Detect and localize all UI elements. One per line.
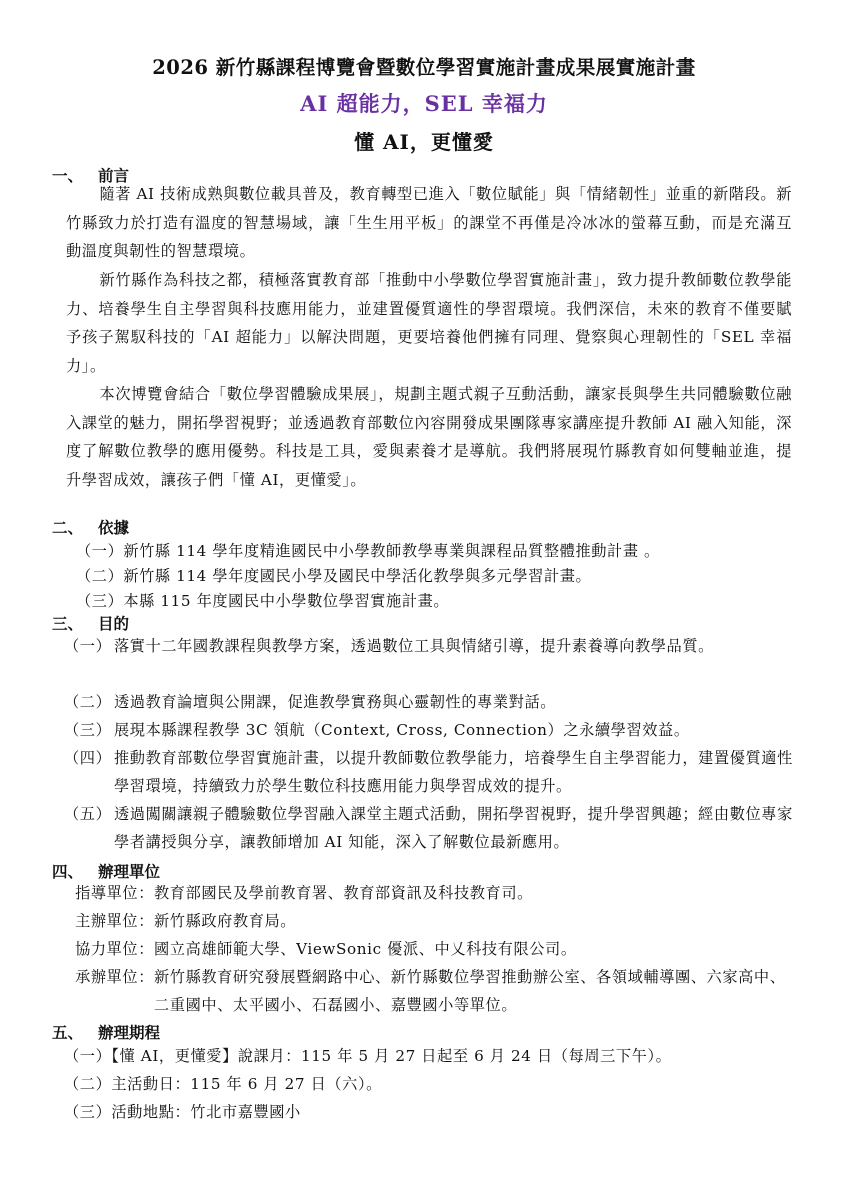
goal-item-label: （五） bbox=[64, 805, 112, 823]
unit-item-label: 主辦單位： bbox=[75, 912, 154, 930]
section-title: 辦理期程 bbox=[98, 1023, 161, 1042]
document-subtitle: AI 超能力，SEL 幸福力 bbox=[300, 91, 548, 116]
preface-paragraph-3: 本次博覽會結合「數位學習體驗成果展」，規劃主題式親子互動活動，讓家長與學生共同體驗數位融入課堂的魅力，開拓學習視野；並透過教育部數位內容開發成果團隊專家講座提升教師 AI 融入知能，深度了解數位教學的應用優勢。科技是工具，愛與素養才是導航。我們將展現竹縣教育如何雙軸並進，提升學習成效，讓孩子們「懂 AI，更懂愛」。 bbox=[66, 385, 792, 489]
goal-item-label: （三） bbox=[64, 721, 112, 739]
basis-item-2: （二）新竹縣 114 學年度國民小學及國民中學活化教學與多元學習計畫。 bbox=[76, 567, 592, 585]
preface-paragraph-2: 新竹縣作為科技之都，積極落實教育部「推動中小學數位學習實施計畫」，致力提升教師數位教學能力、培養學生自主學習與科技應用能力，並建置優質適性的學習環境。我們深信，未來的教育不僅要賦予孩子駕馭科技的「AI 超能力」以解決問題，更要培養他們擁有同理、覺察與心理韌性的「SEL 幸福力」。 bbox=[66, 271, 792, 375]
unit-item-organizer bbox=[60, 907, 800, 935]
unit-item-text: 新竹縣教育研究發展暨網路中心、新竹縣數位學習推動辦公室、各領域輔導團、六家高中、二重國中、太平國小、石磊國小、嘉豐國小等單位。 bbox=[154, 968, 786, 1014]
section-number: 一、 bbox=[52, 166, 84, 185]
section-heading-period bbox=[52, 1021, 160, 1043]
goal-item-text: 透過闖關讓親子體驗數位學習融入課堂主題式活動，開拓學習視野，提升學習興趣；經由數位專家學者講授與分享，讓教師增加 AI 知能，深入了解數位最新應用。 bbox=[114, 805, 793, 851]
goal-item-1 bbox=[64, 632, 804, 660]
goal-item-text: 展現本縣課程教學 3C 領航（Context, Cross, Connection）之永續學習效益。 bbox=[114, 721, 690, 739]
unit-item-text: 新竹縣政府教育局。 bbox=[154, 912, 297, 930]
section-heading-goals bbox=[52, 612, 129, 634]
goal-item-5 bbox=[64, 800, 804, 851]
section-title: 依據 bbox=[98, 518, 130, 537]
goal-item-label: （二） bbox=[64, 693, 112, 711]
section-heading-basis bbox=[52, 516, 129, 538]
goal-item-text: 落實十二年國教課程與教學方案，透過數位工具與情緒引導，提升素養導向教學品質。 bbox=[114, 637, 714, 655]
section-title: 目的 bbox=[98, 614, 130, 633]
goal-item-text: 透過教育論壇與公開課，促進教學實務與心靈韌性的專業對話。 bbox=[114, 693, 557, 711]
unit-item-label: 指導單位： bbox=[75, 884, 154, 902]
preface-paragraph-1: 隨著 AI 技術成熟與數位載具普及，教育轉型已進入「數位賦能」與「情緒韌性」並重的新階段。新竹縣致力於打造有溫度的智慧場域，讓「生生用平板」的課堂不再僅是冷冰冰的螢幕互動，而是充滿互動溫度與韌性的智慧環境。 bbox=[66, 185, 792, 260]
section-number: 二、 bbox=[52, 518, 84, 537]
section-title: 前言 bbox=[98, 166, 130, 185]
unit-item-executor bbox=[60, 963, 800, 1014]
section-number: 三、 bbox=[52, 614, 84, 633]
goal-item-4 bbox=[64, 744, 804, 795]
document-slogan: 懂 AI，更懂愛 bbox=[354, 130, 494, 154]
section-title: 辦理單位 bbox=[98, 862, 161, 881]
basis-item-3: （三）本縣 115 年度國民中小學數位學習實施計畫。 bbox=[76, 592, 450, 610]
period-item-2: （二）主活動日：115 年 6 月 27 日（六）。 bbox=[64, 1075, 382, 1093]
unit-item-guidance bbox=[60, 879, 800, 907]
goal-item-label: （一） bbox=[64, 637, 112, 655]
period-item-1: （一）【懂 AI，更懂愛】說課月：115 年 5 月 27 日起至 6 月 24 日（每周三下午）。 bbox=[64, 1047, 672, 1065]
goal-item-label: （四） bbox=[64, 749, 112, 767]
unit-item-partner bbox=[60, 935, 800, 963]
basis-item-1: （一）新竹縣 114 學年度精進國民中小學教師教學專業與課程品質整體推動計畫 。 bbox=[76, 542, 660, 560]
unit-item-label: 承辦單位： bbox=[75, 968, 154, 986]
goal-item-text: 推動教育部數位學習實施計畫，以提升教師數位教學能力，培養學生自主學習能力，建置優質適性學習環境，持續致力於學生數位科技應用能力與學習成效的提升。 bbox=[114, 749, 793, 795]
goal-item-3 bbox=[64, 716, 804, 744]
unit-item-text: 國立高雄師範大學、ViewSonic 優派、中乂科技有限公司。 bbox=[154, 940, 577, 958]
unit-item-text: 教育部國民及學前教育署、教育部資訊及科技教育司。 bbox=[154, 884, 533, 902]
period-item-3: （三）活動地點：竹北市嘉豐國小 bbox=[64, 1103, 301, 1121]
unit-item-label: 協力單位： bbox=[75, 940, 154, 958]
document-title: 2026 新竹縣課程博覽會暨數位學習實施計畫成果展實施計畫 bbox=[152, 56, 696, 79]
section-number: 五、 bbox=[52, 1023, 84, 1042]
goal-item-2 bbox=[64, 688, 804, 716]
section-number: 四、 bbox=[52, 862, 84, 881]
